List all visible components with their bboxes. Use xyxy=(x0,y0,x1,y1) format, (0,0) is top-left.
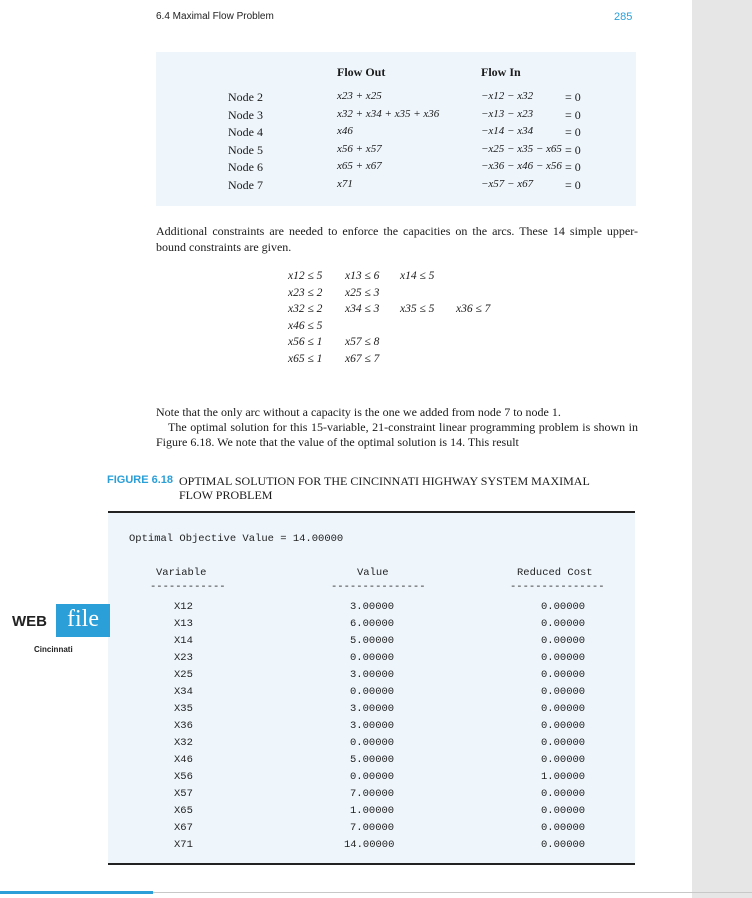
output-row xyxy=(108,635,635,652)
flow-out-header: Flow Out xyxy=(337,65,386,79)
objective-value: Optimal Objective Value = 14.00000 xyxy=(129,533,344,545)
reduced-cost: 0.00000 xyxy=(541,839,586,851)
constraint: x14 ≤ 5 xyxy=(400,270,435,282)
output-row xyxy=(108,822,635,839)
flow-row xyxy=(156,178,636,195)
reduced-cost: 0.00000 xyxy=(541,635,586,647)
webfile-caption: Cincinnati xyxy=(34,645,73,654)
variable-name: X34 xyxy=(174,686,193,698)
equation-rhs: = 0 xyxy=(565,125,581,139)
equation-rhs: = 0 xyxy=(565,90,581,104)
paragraph-line: Note that the only arc without a capacity is the one we added from node 7 to node 1. xyxy=(156,405,561,419)
reduced-cost: 0.00000 xyxy=(541,720,586,732)
node-label: Node 6 xyxy=(228,160,263,174)
flow-row xyxy=(156,108,636,125)
reduced-cost-header: Reduced Cost xyxy=(517,567,593,579)
margin-panel xyxy=(692,0,752,898)
output-row xyxy=(108,720,635,737)
reduced-cost: 0.00000 xyxy=(541,652,586,664)
variable-value: 1.00000 xyxy=(350,805,395,817)
flow-in-expr: −x12 − x32 xyxy=(481,90,534,102)
reduced-cost: 0.00000 xyxy=(541,669,586,681)
flow-row xyxy=(156,160,636,177)
output-row xyxy=(108,686,635,703)
variable-value: 0.00000 xyxy=(350,686,395,698)
variable-name: X12 xyxy=(174,601,193,613)
equation-rhs: = 0 xyxy=(565,160,581,174)
flow-in-expr: −x13 − x23 xyxy=(481,107,534,120)
output-row xyxy=(108,839,635,856)
equation-rhs: = 0 xyxy=(565,142,581,157)
constraint: x12 ≤ 5 xyxy=(288,270,323,282)
variable-name: X13 xyxy=(174,618,193,630)
flow-in-expr: −x57 − x67 xyxy=(481,177,534,190)
variable-value: 0.00000 xyxy=(350,737,395,749)
file-logo-text: file xyxy=(56,604,110,637)
figure-label: FIGURE 6.18 xyxy=(107,474,174,486)
constraint: x34 ≤ 3 xyxy=(345,303,380,315)
flow-out-expr: x65 + x67 xyxy=(337,160,382,172)
flow-out-expr: x32 + x34 + x35 + x36 xyxy=(337,107,440,120)
variable-value: 3.00000 xyxy=(350,669,395,681)
paragraph-capacities: Additional constraints are needed to enforce the capacities on the arcs. These 14 simple upper-bound constraints are given. xyxy=(156,224,638,254)
node-label: Node 5 xyxy=(228,142,263,157)
variable-value: 14.00000 xyxy=(344,839,395,851)
flow-in-header: Flow In xyxy=(481,65,521,79)
running-header: 6.4 Maximal Flow Problem xyxy=(156,11,274,22)
constraint: x36 ≤ 7 xyxy=(456,303,491,315)
flow-row xyxy=(156,125,636,142)
footer-accent-bar xyxy=(0,891,153,894)
constraint: x65 ≤ 1 xyxy=(288,352,323,365)
variable-name: X23 xyxy=(174,652,193,664)
variable-value: 3.00000 xyxy=(350,601,395,613)
equation-rhs: = 0 xyxy=(565,177,581,192)
value-header: Value xyxy=(357,567,389,579)
constraint: x56 ≤ 1 xyxy=(288,336,323,348)
variable-value: 6.00000 xyxy=(350,618,395,630)
constraint: x57 ≤ 8 xyxy=(345,336,380,348)
reduced-cost: 0.00000 xyxy=(541,618,586,630)
constraint: x23 ≤ 2 xyxy=(288,286,323,299)
variable-value: 3.00000 xyxy=(350,703,395,715)
output-row xyxy=(108,652,635,669)
output-row xyxy=(108,754,635,771)
variable-header: Variable xyxy=(156,567,207,579)
variable-name: X36 xyxy=(174,720,193,732)
equation-rhs: = 0 xyxy=(565,107,581,122)
constraint: x13 ≤ 6 xyxy=(345,270,380,282)
variable-name: X65 xyxy=(174,805,193,817)
variable-name: X32 xyxy=(174,737,193,749)
flow-out-expr: x23 + x25 xyxy=(337,90,382,102)
output-row xyxy=(108,703,635,720)
reduced-cost: 0.00000 xyxy=(541,703,586,715)
value-underline: --------------- xyxy=(331,581,426,593)
flow-in-expr: −x25 − x35 − x65 xyxy=(481,142,562,155)
variable-name: X46 xyxy=(174,754,193,766)
reduced-cost: 1.00000 xyxy=(541,771,586,783)
variable-name: X14 xyxy=(174,635,193,647)
variable-name: X56 xyxy=(174,771,193,783)
node-label: Node 3 xyxy=(228,107,263,122)
variable-value: 3.00000 xyxy=(350,720,395,732)
variable-value: 0.00000 xyxy=(350,771,395,783)
constraint: x46 ≤ 5 xyxy=(288,319,323,332)
reduced-cost: 0.00000 xyxy=(541,737,586,749)
variable-value: 7.00000 xyxy=(350,822,395,834)
variable-name: X57 xyxy=(174,788,193,800)
reduced-cost: 0.00000 xyxy=(541,686,586,698)
variable-name: X25 xyxy=(174,669,193,681)
output-row xyxy=(108,737,635,754)
variable-value: 5.00000 xyxy=(350,754,395,766)
web-logo-text: WEB xyxy=(12,613,47,630)
node-label: Node 4 xyxy=(228,125,263,139)
output-row xyxy=(108,669,635,686)
variable-value: 7.00000 xyxy=(350,788,395,800)
reduced-cost: 0.00000 xyxy=(541,601,586,613)
node-label: Node 2 xyxy=(228,90,263,104)
flow-out-expr: x56 + x57 xyxy=(337,142,382,155)
variable-name: X35 xyxy=(174,703,193,715)
variable-value: 0.00000 xyxy=(350,652,395,664)
reduced-cost-underline: --------------- xyxy=(510,581,605,593)
constraint: x67 ≤ 7 xyxy=(345,352,380,365)
reduced-cost: 0.00000 xyxy=(541,754,586,766)
reduced-cost: 0.00000 xyxy=(541,822,586,834)
flow-row xyxy=(156,90,636,107)
output-row xyxy=(108,788,635,805)
variable-underline: ------------ xyxy=(150,581,226,593)
variable-value: 5.00000 xyxy=(350,635,395,647)
flow-in-expr: −x14 − x34 xyxy=(481,125,534,137)
reduced-cost: 0.00000 xyxy=(541,788,586,800)
variable-name: X71 xyxy=(174,839,193,851)
output-row xyxy=(108,771,635,788)
flow-in-expr: −x36 − x46 − x56 xyxy=(481,160,562,172)
constraint: x25 ≤ 3 xyxy=(345,286,380,299)
flow-conservation-table xyxy=(156,52,636,206)
output-row xyxy=(108,601,635,618)
output-row xyxy=(108,805,635,822)
solver-output-panel xyxy=(108,511,635,865)
paragraph-line: The optimal solution for this 15-variable, 21-constraint linear programming problem is shown in Figure 6.18. We note that the value of the optimal solution is 14. This result xyxy=(156,420,638,449)
output-row xyxy=(108,618,635,635)
node-label: Node 7 xyxy=(228,177,263,192)
figure-title: OPTIMAL SOLUTION FOR THE CINCINNATI HIGHWAY SYSTEM MAXIMAL FLOW PROBLEM xyxy=(179,474,590,502)
flow-row xyxy=(156,143,636,160)
flow-out-expr: x71 xyxy=(337,177,353,190)
constraint: x32 ≤ 2 xyxy=(288,303,323,315)
page-number: 285 xyxy=(614,11,633,23)
flow-out-expr: x46 xyxy=(337,125,353,137)
reduced-cost: 0.00000 xyxy=(541,805,586,817)
constraint: x35 ≤ 5 xyxy=(400,303,435,315)
variable-name: X67 xyxy=(174,822,193,834)
paragraph-solution xyxy=(156,405,638,450)
